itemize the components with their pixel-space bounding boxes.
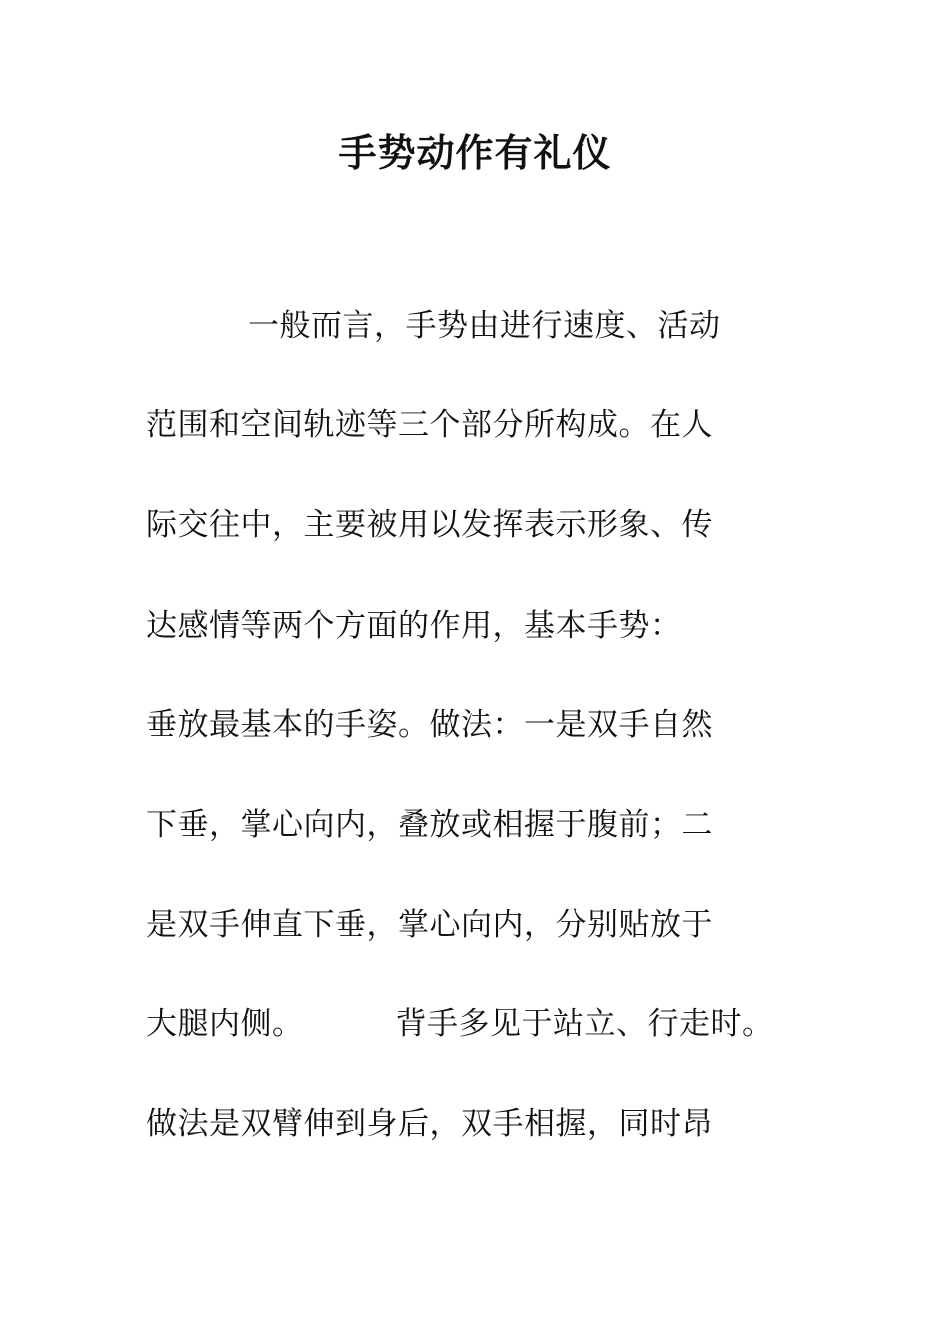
paragraph-line: 一般而言，手势由进行速度、活动 (248, 308, 721, 344)
paragraph-line: 际交往中，主要被用以发挥表示形象、传 (146, 507, 713, 543)
paragraph-line: 达感情等两个方面的作用，基本手势： (146, 608, 682, 644)
paragraph-line: 做法是双臂伸到身后，双手相握，同时昂 (146, 1106, 713, 1142)
document-title: 手势动作有礼仪 (338, 131, 612, 175)
paragraph-line (146, 1004, 774, 1044)
paragraph-text: 大腿内侧。 (146, 1006, 304, 1042)
paragraph-line: 下垂，掌心向内，叠放或相握于腹前；二 (146, 807, 713, 843)
paragraph-line: 垂放最基本的手姿。做法：一是双手自然 (146, 707, 713, 743)
paragraph-text: 背手多见于站立、行走时。 (395, 1006, 774, 1042)
paragraph-line: 范围和空间轨迹等三个部分所构成。在人 (146, 407, 713, 443)
paragraph-line: 是双手伸直下垂，掌心向内，分别贴放于 (146, 907, 713, 943)
